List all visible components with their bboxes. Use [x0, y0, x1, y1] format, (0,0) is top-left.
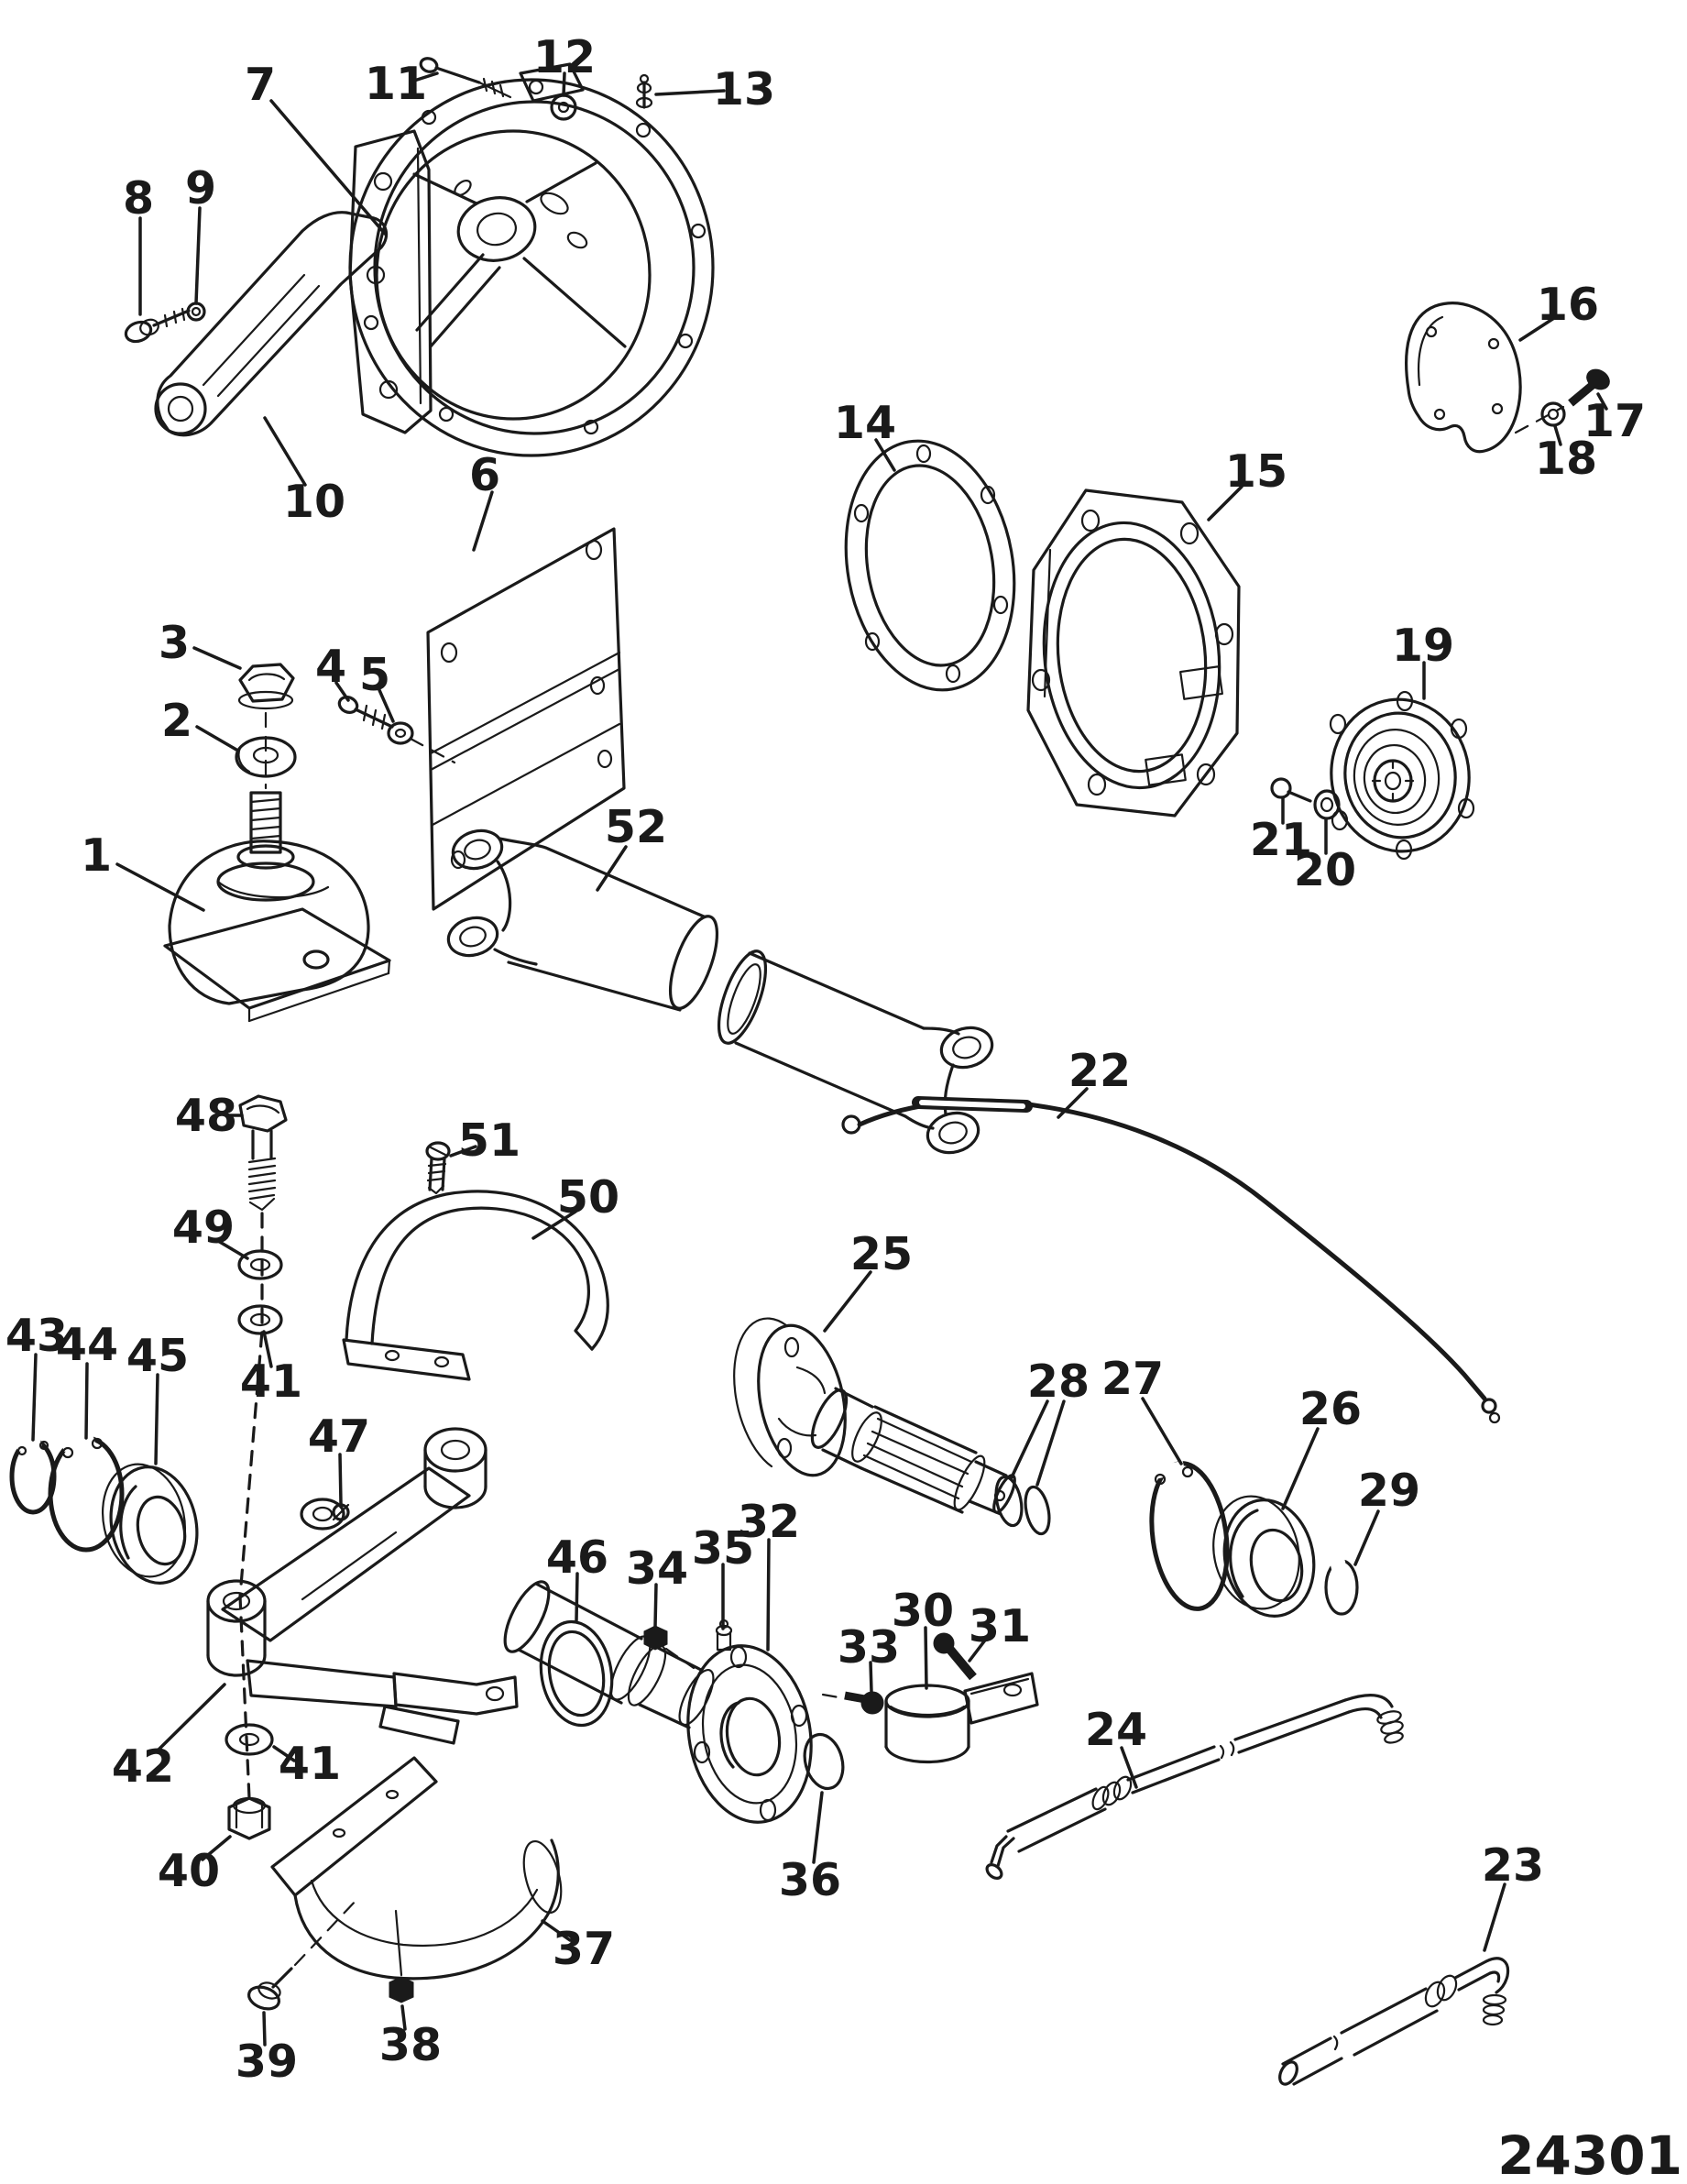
callout-18: 18 — [1534, 433, 1598, 485]
callout-21: 21 — [1249, 814, 1313, 866]
part-washer-18 — [1542, 403, 1564, 425]
leader-line-3 — [194, 648, 240, 668]
callout-1: 1 — [80, 829, 113, 882]
part-bolt-39 — [246, 1969, 291, 2013]
part-locknut-3 — [239, 664, 293, 708]
part-hose-24 — [984, 1696, 1404, 1882]
callout-29: 29 — [1357, 1465, 1421, 1517]
part-bolt-21 — [1272, 779, 1310, 801]
callout-16: 16 — [1536, 279, 1600, 331]
callout-27: 27 — [1101, 1353, 1165, 1405]
leader-line-27 — [1143, 1399, 1181, 1464]
part-lower-shield-37 — [272, 1758, 568, 1979]
callout-41: 41 — [278, 1738, 342, 1790]
part-washer-5 — [389, 723, 412, 743]
callout-9: 9 — [184, 162, 217, 214]
callout-46: 46 — [545, 1531, 609, 1584]
callout-24: 24 — [1084, 1704, 1148, 1756]
callout-43: 43 — [5, 1310, 69, 1362]
leader-line-25 — [825, 1272, 871, 1331]
part-bolt-48 — [240, 1096, 286, 1210]
callout-50: 50 — [556, 1171, 620, 1224]
callout-23: 23 — [1481, 1839, 1545, 1892]
part-washer-9 — [188, 303, 204, 320]
callout-14: 14 — [833, 397, 897, 449]
callout-35: 35 — [691, 1522, 755, 1575]
part-washer-20 — [1315, 791, 1339, 818]
part-screw-51 — [427, 1143, 449, 1193]
callout-12: 12 — [532, 31, 597, 83]
part-nut-38 — [389, 1911, 413, 2003]
callout-19: 19 — [1391, 620, 1455, 672]
callout-33: 33 — [837, 1621, 901, 1674]
callout-11: 11 — [364, 58, 428, 110]
callout-5: 5 — [358, 649, 391, 701]
part-flywheel-housing — [350, 64, 713, 455]
leader-line-2 — [197, 727, 236, 750]
part-bearing-housing-32 — [497, 1575, 825, 1832]
callout-31: 31 — [968, 1600, 1032, 1652]
callout-52: 52 — [604, 801, 668, 853]
leader-line-26 — [1283, 1429, 1318, 1509]
leader-line-23 — [1484, 1884, 1505, 1950]
callout-44: 44 — [55, 1319, 119, 1371]
leader-line-36 — [814, 1793, 822, 1862]
part-nut-40 — [229, 1798, 269, 1838]
callout-37: 37 — [552, 1923, 616, 1975]
callout-39: 39 — [235, 2036, 299, 2088]
callout-41: 41 — [239, 1355, 303, 1408]
part-yoke-shaft-25 — [734, 1317, 1018, 1514]
callout-17: 17 — [1583, 395, 1647, 447]
part-cup-bracket-30 — [886, 1674, 1037, 1762]
leader-line-29 — [1355, 1511, 1378, 1564]
part-disc-36 — [799, 1730, 849, 1793]
part-engine-coupler-19 — [1321, 690, 1479, 860]
callout-20: 20 — [1293, 844, 1357, 896]
diagram-code: 24301 — [1497, 2124, 1682, 2184]
part-snap-ring-27 — [1143, 1458, 1235, 1614]
callout-30: 30 — [891, 1585, 955, 1637]
callout-2: 2 — [160, 695, 193, 747]
leader-line-32 — [768, 1540, 769, 1650]
leader-line-44 — [86, 1364, 87, 1438]
part-shift-cable-22 — [843, 1101, 1499, 1422]
callout-15: 15 — [1224, 445, 1288, 498]
callout-8: 8 — [122, 172, 155, 225]
part-snap-ring-43 — [12, 1440, 54, 1512]
callout-38: 38 — [378, 2019, 443, 2071]
part-swivel-bracket-42 — [208, 1429, 517, 1743]
leader-line-52 — [597, 847, 626, 890]
part-washer-41-lower — [226, 1725, 272, 1754]
callout-3: 3 — [158, 617, 191, 669]
part-pin-13 — [637, 75, 652, 107]
part-bolt-33 — [845, 1692, 883, 1714]
callout-26: 26 — [1298, 1383, 1363, 1435]
callout-42: 42 — [111, 1740, 175, 1793]
part-adapter-ring-15 — [1028, 490, 1239, 816]
part-bolt-31 — [934, 1633, 973, 1677]
callout-7: 7 — [244, 59, 277, 111]
callout-49: 49 — [171, 1202, 236, 1254]
callout-51: 51 — [457, 1114, 521, 1167]
callout-47: 47 — [307, 1410, 371, 1463]
part-hose-23 — [1276, 1959, 1508, 2087]
callout-45: 45 — [126, 1330, 190, 1382]
callout-10: 10 — [282, 476, 346, 528]
callout-34: 34 — [625, 1542, 689, 1595]
callout-6: 6 — [468, 449, 501, 501]
leader-line-9 — [196, 208, 200, 303]
part-seal-46 — [533, 1616, 620, 1730]
callout-40: 40 — [157, 1845, 221, 1897]
part-cover-plate-16 — [1407, 303, 1520, 452]
part-inner-transom-plate — [428, 529, 624, 909]
callout-36: 36 — [778, 1854, 842, 1906]
part-nut-34 — [644, 1626, 667, 1650]
part-bearing-45 — [93, 1456, 207, 1591]
callout-28: 28 — [1026, 1355, 1090, 1408]
assembly-axis-swivel-pin — [240, 1213, 262, 1798]
assembly-axis-screw4 — [411, 739, 455, 763]
callout-32: 32 — [737, 1496, 801, 1548]
part-washer-49 — [239, 1251, 281, 1279]
part-ring-29 — [1326, 1561, 1357, 1614]
part-gasket-14 — [827, 427, 1034, 703]
part-screw-11 — [419, 56, 510, 97]
callout-22: 22 — [1068, 1045, 1132, 1097]
callout-48: 48 — [174, 1090, 238, 1142]
part-bolt-8 — [123, 309, 189, 345]
leader-line-43 — [33, 1355, 36, 1440]
callout-25: 25 — [849, 1228, 914, 1280]
callout-13: 13 — [712, 63, 776, 115]
callout-4: 4 — [314, 641, 347, 693]
part-washer-41-upper — [239, 1306, 281, 1333]
leader-line-45 — [156, 1375, 158, 1464]
